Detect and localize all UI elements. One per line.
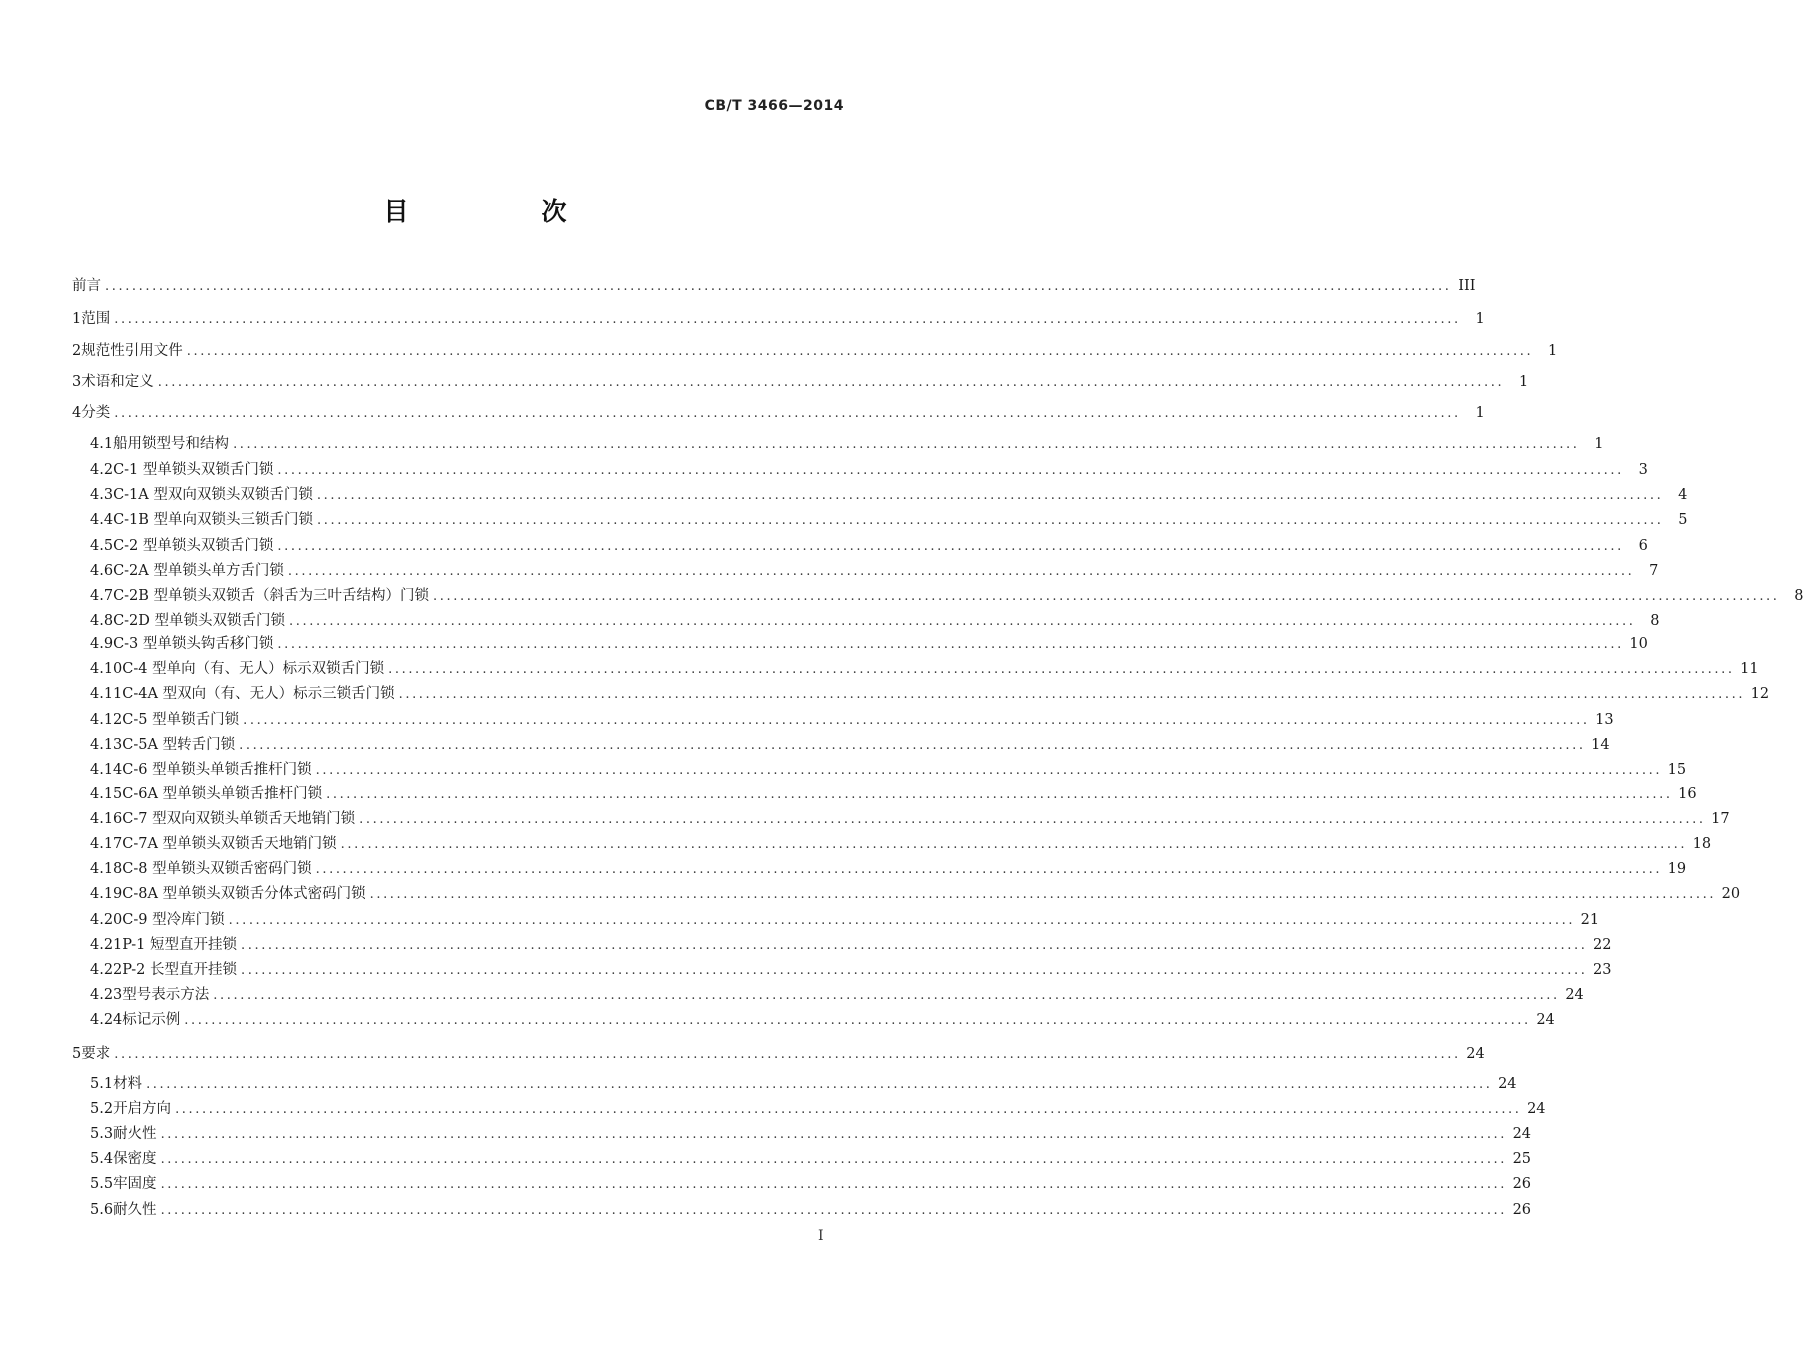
toc-leader-dots: ........................................................................................................................................................................................................ xyxy=(316,488,1664,503)
toc-entry-number: 4.5 xyxy=(90,538,114,554)
toc-entry-page: 3 xyxy=(1638,462,1648,478)
toc-entry[interactable] xyxy=(90,807,1730,829)
toc-entry-title: P-2 长型直开挂锁 xyxy=(122,962,237,978)
toc-entry-title: C-1 型单锁头双锁舌门锁 xyxy=(113,462,274,478)
toc-entry-page: 5 xyxy=(1678,512,1688,528)
toc-entry-page: 24 xyxy=(1565,987,1584,1003)
toc-entry-page: 13 xyxy=(1595,712,1614,728)
toc-entry-page: 1 xyxy=(1518,374,1529,390)
toc-entry-number: 4.13 xyxy=(90,737,123,753)
toc-entry-page: 21 xyxy=(1580,912,1600,928)
toc-leader-dots: ........................................................................................................................................................................................................ xyxy=(160,1152,1508,1167)
toc-entry[interactable] xyxy=(90,682,1770,704)
toc-entry[interactable] xyxy=(90,534,1648,556)
toc-leader-dots: ........................................................................................................................................................................................................ xyxy=(114,312,1461,327)
toc-entry-number: 5.4 xyxy=(90,1151,114,1167)
toc-entry-number: 5.5 xyxy=(90,1176,114,1192)
toc-entry-page: 24 xyxy=(1466,1046,1485,1062)
toc-entry-number: 4.6 xyxy=(90,563,114,579)
toc-entry[interactable] xyxy=(72,307,1485,329)
toc-title: 目 次 xyxy=(383,197,621,226)
toc-leader-dots: ........................................................................................................................................................................................................ xyxy=(369,887,1717,902)
toc-leader-dots: ........................................................................................................................................................................................................ xyxy=(326,787,1673,802)
toc-entry-page: 6 xyxy=(1638,538,1648,554)
toc-entry-page: 25 xyxy=(1512,1151,1532,1167)
toc-entry-page: 14 xyxy=(1591,737,1610,753)
toc-entry-page: 23 xyxy=(1593,962,1612,978)
toc-entry-number: 4.19 xyxy=(90,886,123,902)
toc-entry-title: 前言 xyxy=(72,278,101,294)
toc-leader-dots: ........................................................................................................................................................................................................ xyxy=(160,1177,1508,1192)
toc-entry-title: 范围 xyxy=(81,311,111,327)
toc-entry-page: 1 xyxy=(1547,343,1558,359)
toc-entry[interactable] xyxy=(90,882,1741,904)
toc-leader-dots: ........................................................................................................................................................................................................ xyxy=(289,614,1636,629)
toc-entry-number: 4.24 xyxy=(90,1012,123,1028)
toc-entry-page: 1 xyxy=(1594,436,1604,452)
toc-entry-title: C-1B 型单向双锁头三锁舌门锁 xyxy=(113,512,314,528)
toc-leader-dots: ........................................................................................................................................................................................................ xyxy=(315,763,1663,778)
toc-entry-title: 耐火性 xyxy=(113,1126,157,1142)
toc-leader-dots: ........................................................................................................................................................................................................ xyxy=(388,662,1735,677)
toc-entry-number: 4.22 xyxy=(90,962,123,978)
toc-entry-page: 20 xyxy=(1721,886,1741,902)
toc-entry-page: 24 xyxy=(1498,1076,1517,1092)
toc-leader-dots: ........................................................................................................................................................................................................ xyxy=(160,1127,1508,1142)
toc-entry[interactable] xyxy=(90,908,1600,930)
toc-entry-title: C-2 型单锁头双锁舌门锁 xyxy=(113,538,274,554)
toc-entry[interactable] xyxy=(90,857,1687,879)
toc-entry-number: 4.7 xyxy=(90,588,114,604)
toc-leader-dots: ........................................................................................................................................................................................................ xyxy=(105,279,1452,294)
toc-entry-page: 1 xyxy=(1475,311,1485,327)
toc-entry-page: 26 xyxy=(1512,1202,1532,1218)
toc-entry-title: C-9 型冷库门锁 xyxy=(122,912,225,928)
toc-entry-number: 4.18 xyxy=(90,861,123,877)
toc-entry-title: C-7 型双向双锁头单锁舌天地销门锁 xyxy=(122,811,356,827)
toc-entry-page: 7 xyxy=(1649,563,1659,579)
toc-entry[interactable] xyxy=(72,274,1476,296)
toc-entry[interactable] xyxy=(72,370,1529,392)
toc-entry-page: 10 xyxy=(1629,636,1648,652)
toc-entry-page: 26 xyxy=(1512,1176,1532,1192)
toc-entry-number: 4.23 xyxy=(90,987,123,1003)
toc-entry-title: C-2B 型单锁头双锁舌（斜舌为三叶舌结构）门锁 xyxy=(113,588,430,604)
toc-entry-number: 4.8 xyxy=(90,613,114,629)
toc-leader-dots: ........................................................................................................................................................................................................ xyxy=(433,589,1780,604)
toc-entry-title: C-1A 型双向双锁头双锁舌门锁 xyxy=(113,487,313,503)
toc-entry-number: 4.1 xyxy=(90,436,114,452)
toc-entry-title: 要求 xyxy=(81,1046,111,1062)
toc-entry[interactable] xyxy=(90,1072,1517,1094)
toc-entry[interactable] xyxy=(90,632,1648,654)
toc-entry[interactable] xyxy=(90,559,1659,581)
toc-entry-page: 17 xyxy=(1711,811,1730,827)
toc-leader-dots: ........................................................................................................................................................................................................ xyxy=(114,1047,1461,1062)
toc-entry-page: III xyxy=(1458,278,1476,294)
toc-leader-dots: ........................................................................................................................................................................................................ xyxy=(239,738,1586,753)
page-number: I xyxy=(818,1228,824,1244)
toc-entry[interactable] xyxy=(90,508,1688,530)
toc-entry-number: 4.20 xyxy=(90,912,123,928)
toc-leader-dots: ........................................................................................................................................................................................................ xyxy=(241,963,1588,978)
toc-leader-dots: ........................................................................................................................................................................................................ xyxy=(186,344,1534,359)
toc-entry[interactable] xyxy=(90,782,1697,804)
toc-leader-dots: ........................................................................................................................................................................................................ xyxy=(146,1077,1493,1092)
toc-entry-title: C-2A 型单锁头单方舌门锁 xyxy=(113,563,284,579)
toc-leader-dots: ........................................................................................................................................................................................................ xyxy=(175,1102,1522,1117)
toc-entry[interactable] xyxy=(72,1042,1485,1064)
toc-entry-title: 材料 xyxy=(113,1076,143,1092)
toc-entry[interactable] xyxy=(90,609,1660,631)
toc-entry-title: 船用锁型号和结构 xyxy=(113,436,230,452)
toc-entry[interactable] xyxy=(90,958,1612,980)
toc-entry-title: C-4A 型双向（有、无人）标示三锁舌门锁 xyxy=(122,686,395,702)
toc-leader-dots: ........................................................................................................................................................................................................ xyxy=(359,812,1706,827)
toc-entry-title: C-4 型单向（有、无人）标示双锁舌门锁 xyxy=(122,661,385,677)
toc-leader-dots: ........................................................................................................................................................................................................ xyxy=(340,837,1688,852)
toc-entry-number: 4.21 xyxy=(90,937,123,953)
toc-entry-title: C-6 型单锁头单锁舌推杆门锁 xyxy=(122,762,312,778)
toc-entry-page: 11 xyxy=(1740,661,1759,677)
toc-entry[interactable] xyxy=(90,758,1687,780)
toc-entry-page: 24 xyxy=(1512,1126,1532,1142)
toc-entry-number: 5.2 xyxy=(90,1101,114,1117)
toc-entry-title: 保密度 xyxy=(113,1151,157,1167)
toc-entry[interactable] xyxy=(90,1097,1546,1119)
toc-entry-title: 耐久性 xyxy=(113,1202,157,1218)
toc-entry-number: 5.1 xyxy=(90,1076,114,1092)
toc-entry[interactable] xyxy=(90,657,1759,679)
toc-entry-number: 2 xyxy=(72,343,82,359)
toc-entry[interactable] xyxy=(90,432,1604,454)
toc-entry-page: 8 xyxy=(1794,588,1804,604)
toc-entry[interactable] xyxy=(90,933,1612,955)
toc-entry-number: 4.12 xyxy=(90,712,123,728)
toc-entry-title: 开启方向 xyxy=(113,1101,172,1117)
toc-entry-page: 16 xyxy=(1678,786,1697,802)
toc-leader-dots: ........................................................................................................................................................................................................ xyxy=(317,513,1664,528)
toc-entry-page: 1 xyxy=(1475,405,1485,421)
toc-leader-dots: ........................................................................................................................................................................................................ xyxy=(277,539,1624,554)
toc-entry[interactable] xyxy=(90,1008,1555,1030)
toc-leader-dots: ........................................................................................................................................................................................................ xyxy=(315,862,1663,877)
toc-leader-dots: ........................................................................................................................................................................................................ xyxy=(287,564,1635,579)
toc-entry[interactable] xyxy=(90,483,1688,505)
toc-entry-number: 4.17 xyxy=(90,836,123,852)
toc-entry-number: 3 xyxy=(72,374,82,390)
toc-entry-page: 24 xyxy=(1536,1012,1555,1028)
toc-entry[interactable] xyxy=(72,401,1485,423)
toc-entry-number: 4.2 xyxy=(90,462,114,478)
toc-entry-title: C-8A 型单锁头双锁舌分体式密码门锁 xyxy=(122,886,366,902)
toc-entry-number: 4 xyxy=(72,405,82,421)
toc-entry-number: 4.14 xyxy=(90,762,123,778)
toc-entry-title: C-5 型单锁舌门锁 xyxy=(122,712,240,728)
toc-entry-title: C-7A 型单锁头双锁舌天地销门锁 xyxy=(122,836,337,852)
toc-entry-number: 4.15 xyxy=(90,786,123,802)
toc-leader-dots: ........................................................................................................................................................................................................ xyxy=(233,437,1580,452)
toc-entry-number: 4.3 xyxy=(90,487,114,503)
toc-entry-number: 4.16 xyxy=(90,811,123,827)
toc-entry-number: 4.9 xyxy=(90,636,114,652)
toc-entry-title: C-3 型单锁头钩舌移门锁 xyxy=(113,636,274,652)
toc-leader-dots: ........................................................................................................................................................................................................ xyxy=(114,406,1461,421)
toc-entry-number: 4.11 xyxy=(90,686,123,702)
toc-entry[interactable] xyxy=(90,1147,1532,1169)
standard-code: CB/T 3466—2014 xyxy=(704,98,844,114)
toc-entry-title: 分类 xyxy=(81,405,111,421)
toc-entry-page: 4 xyxy=(1678,487,1688,503)
toc-leader-dots: ........................................................................................................................................................................................................ xyxy=(160,1203,1508,1218)
toc-entry-page: 22 xyxy=(1593,937,1612,953)
toc-leader-dots: ........................................................................................................................................................................................................ xyxy=(157,375,1505,390)
toc-entry[interactable] xyxy=(90,584,1804,606)
toc-entry-title: 牢固度 xyxy=(113,1176,157,1192)
toc-entry-page: 15 xyxy=(1667,762,1687,778)
toc-entry-title: C-6A 型单锁头单锁舌推杆门锁 xyxy=(122,786,323,802)
toc-entry[interactable] xyxy=(90,832,1712,854)
toc-entry-title: 规范性引用文件 xyxy=(81,343,183,359)
toc-entry[interactable] xyxy=(72,339,1558,361)
toc-entry[interactable] xyxy=(90,733,1610,755)
toc-entry[interactable] xyxy=(90,1172,1532,1194)
toc-entry-number: 5.6 xyxy=(90,1202,114,1218)
toc-entry[interactable] xyxy=(90,1122,1532,1144)
toc-entry-title: 术语和定义 xyxy=(81,374,154,390)
toc-entry-title: 型号表示方法 xyxy=(122,987,210,1003)
toc-entry-number: 4.10 xyxy=(90,661,123,677)
toc-leader-dots: ........................................................................................................................................................................................................ xyxy=(184,1013,1531,1028)
toc-entry-page: 12 xyxy=(1750,686,1770,702)
toc-leader-dots: ........................................................................................................................................................................................................ xyxy=(241,938,1588,953)
toc-entry-page: 18 xyxy=(1692,836,1712,852)
toc-entry-title: C-8 型单锁头双锁舌密码门锁 xyxy=(122,861,312,877)
toc-entry[interactable] xyxy=(90,983,1584,1005)
toc-entry-number: 5 xyxy=(72,1046,82,1062)
toc-entry[interactable] xyxy=(90,1198,1532,1220)
toc-leader-dots: ........................................................................................................................................................................................................ xyxy=(243,713,1590,728)
toc-leader-dots: ........................................................................................................................................................................................................ xyxy=(228,913,1576,928)
toc-entry-title: P-1 短型直开挂锁 xyxy=(122,937,237,953)
toc-entry[interactable] xyxy=(90,458,1648,480)
toc-entry-title: 标记示例 xyxy=(122,1012,181,1028)
toc-entry[interactable] xyxy=(90,708,1614,730)
toc-entry-page: 19 xyxy=(1667,861,1687,877)
toc-leader-dots: ........................................................................................................................................................................................................ xyxy=(213,988,1560,1003)
toc-leader-dots: ........................................................................................................................................................................................................ xyxy=(398,687,1746,702)
toc-entry-number: 5.3 xyxy=(90,1126,114,1142)
toc-entry-title: C-5A 型转舌门锁 xyxy=(122,737,236,753)
toc-entry-title: C-2D 型单锁头双锁舌门锁 xyxy=(113,613,286,629)
toc-leader-dots: ........................................................................................................................................................................................................ xyxy=(277,637,1624,652)
toc-entry-page: 8 xyxy=(1650,613,1660,629)
toc-entry-page: 24 xyxy=(1527,1101,1546,1117)
toc-leader-dots: ........................................................................................................................................................................................................ xyxy=(277,463,1624,478)
toc-entry-number: 4.4 xyxy=(90,512,114,528)
toc-entry-number: 1 xyxy=(72,311,82,327)
